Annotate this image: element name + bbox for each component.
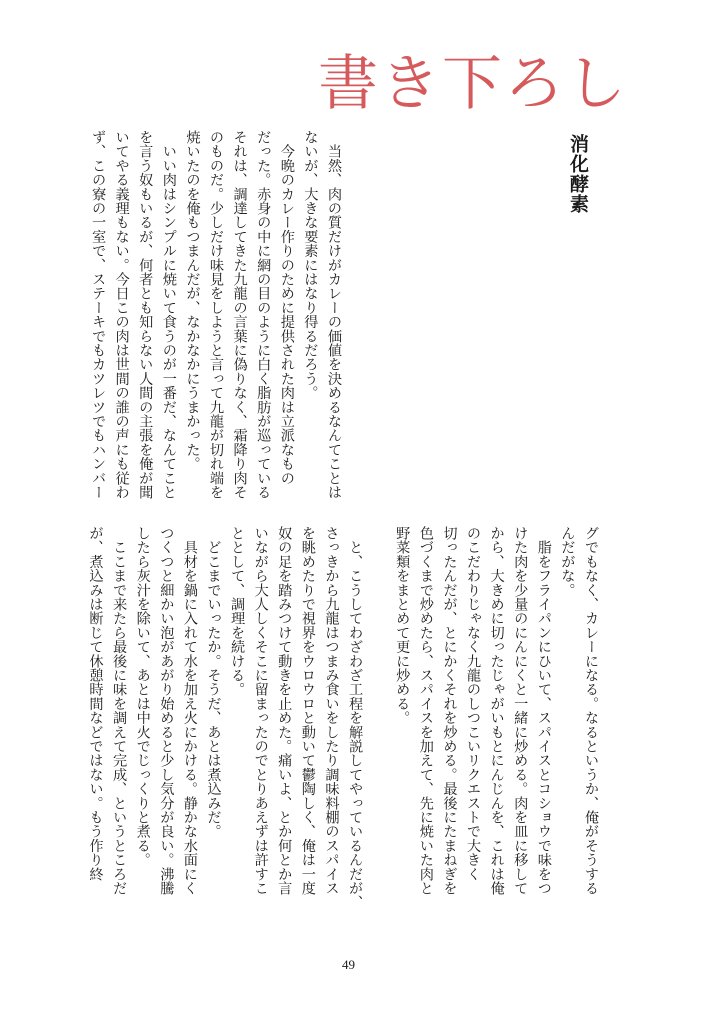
text-column: ないが、大きな要素にはなり得るだろう。 xyxy=(302,130,319,400)
text-column: それは、調達してきた九龍の言葉に偽りなく、霜降り肉そ xyxy=(231,130,248,500)
text-column: いてやる義理もない。今日この肉は世間の誰の声にも従わ xyxy=(113,130,130,500)
text-column: したら灰汁を除いて、あとは中火でじっくりと煮る。 xyxy=(134,526,151,867)
text-column: つくつと細かい泡があがり始めると少し気分が良い。沸騰 xyxy=(158,526,175,896)
text-column: いい肉はシンプルに焼いて食うのが一番だ、なんてこと xyxy=(160,130,177,500)
text-column: グでもなく、カレーになる。なるというか、俺がそうする xyxy=(583,526,599,896)
upper-text-block xyxy=(85,130,345,500)
text-column: 奴の足を踏みつけて動きを止めた。痛いよ、とか何とか言 xyxy=(276,526,293,896)
text-column: のものだ。少しだけ味見をしようと言って九龍が切れ端を xyxy=(208,130,225,500)
section-title: 書き下ろし xyxy=(318,49,628,119)
page-number: 49 xyxy=(342,957,355,972)
lower-text-block xyxy=(83,526,602,911)
story-title: 消化酵素 xyxy=(567,134,589,214)
text-column: んだがな。 xyxy=(559,526,576,597)
text-column: を眺めたりで視界をウロウロと動いて鬱陶しく、俺は一度 xyxy=(299,526,316,896)
text-column: のこだわりじゃなく九龍のしつこいリクエストで大きく xyxy=(465,526,482,881)
text-column: さっきから九龍はつまみ食いをしたり調味料棚のスパイス xyxy=(323,526,340,896)
text-column: 具材を鍋に入れて水を加え火にかける。静かな水面にく xyxy=(181,526,198,896)
text-column: 野菜類をまとめて更に炒める。 xyxy=(394,526,411,725)
text-column: ととして、調理を続ける。 xyxy=(229,526,246,697)
text-column: から、大きめに切ったじゃがいもとにんじんを、これは俺 xyxy=(488,526,505,896)
text-column: 脂をフライパンにひいて、スパイスとコショウで味をつ xyxy=(535,526,552,896)
text-column: 焼いたのを俺もつまんだが、なかなかにうまかった。 xyxy=(184,130,201,471)
text-column: どこまでいったか。そうだ、あとは煮込みだ。 xyxy=(205,526,222,839)
text-column: ここまで来たら最後に味を調えて完成、というところだ xyxy=(111,526,128,896)
text-column: を言う奴もいるが、何者とも知らない人間の主張を俺が聞 xyxy=(137,130,154,500)
text-column: 今晩のカレー作りのために提供された肉は立派なもの xyxy=(278,130,295,485)
text-column: いながら大人しくそこに留まったのでとりあえずは許すこ xyxy=(252,526,269,896)
text-column: だった。赤身の中に網の目のように白く脂肪が巡っている xyxy=(255,130,272,500)
text-column: 切ったんだが、とにかくそれを炒める。最後にたまねぎを xyxy=(441,526,458,896)
text-column: 当然、肉の質だけがカレーの価値を決めるなんてことは xyxy=(326,130,342,500)
text-column: けた肉を少量のにんにくと一緒に炒める。肉を皿に移して xyxy=(512,526,529,896)
text-column xyxy=(366,526,390,911)
text-column: 色づくまで炒めたら、スパイスを加えて、先に焼いた肉と xyxy=(417,526,434,896)
text-column: と、こうしてわざわざ工程を解説してやっているんだが、 xyxy=(347,526,364,910)
text-column: が、煮込みは断じて休憩時間などではない。もう作り終 xyxy=(87,526,104,881)
text-column: ず、この寮の一室で、ステーキでもカツレツでもハンバー xyxy=(90,130,107,500)
